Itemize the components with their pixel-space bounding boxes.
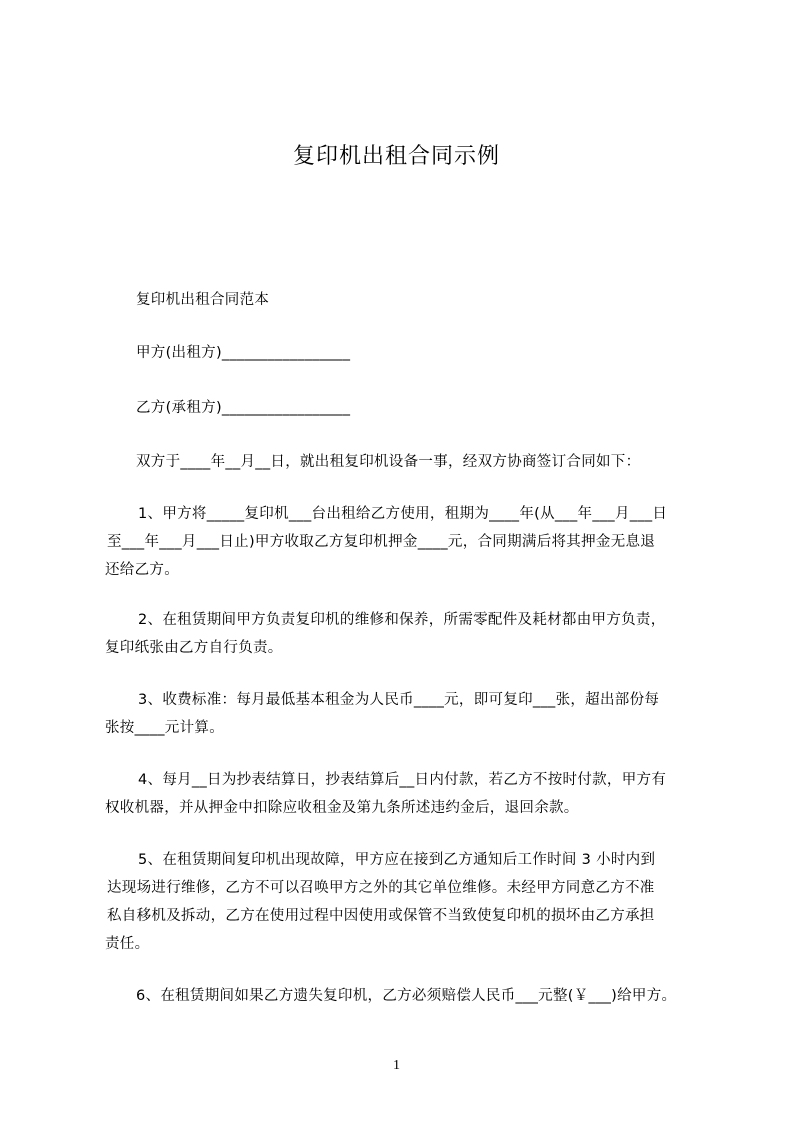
party-a-line: 甲方(出租方)_________________ xyxy=(136,345,351,361)
clause-5-line-4: 责任。 xyxy=(105,936,150,952)
clause-5-line-1: 5、在租赁期间复印机出现故障，甲方应在接到乙方通知后工作时间 3 小时内到 xyxy=(138,852,656,868)
clause-4-line-2: 权收机器，并从押金中扣除应收租金及第九条所述违约金后，退回余款。 xyxy=(105,800,579,816)
clause-5-line-3: 私自移机及拆动，乙方在使用过程中因使用或保管不当致使复印机的损坏由乙方承担 xyxy=(107,908,655,924)
clause-6-line-1: 6、在租赁期间如果乙方遗失复印机，乙方必须赔偿人民币___元整(￥___)给甲方。 xyxy=(136,988,677,1004)
clause-5-line-2: 达现场进行维修，乙方不可以召唤甲方之外的其它单位维修。未经甲方同意乙方不准 xyxy=(107,880,655,896)
intro-paragraph: 双方于____年__月__日，就出租复印机设备一事，经双方协商签订合同如下： xyxy=(136,454,641,470)
clause-2-line-2: 复印纸张由乙方自行负责。 xyxy=(105,640,283,656)
clause-2-line-1: 2、在租赁期间甲方负责复印机的维修和保养，所需零配件及耗材都由甲方负责， xyxy=(138,612,666,628)
clause-1-line-2: 至___年___月___日止)甲方收取乙方复印机押金____元，合同期满后将其押金无息退 xyxy=(107,534,656,550)
party-b-line: 乙方(承租方)_________________ xyxy=(136,400,351,416)
clause-3-line-2: 张按____元计算。 xyxy=(105,720,224,736)
clause-3-line-1: 3、收费标准：每月最低基本租金为人民币____元，即可复印___张，超出部份每 xyxy=(138,692,660,708)
document-heading: 复印机出租合同范本 xyxy=(136,292,270,308)
document-title: 复印机出租合同示例 xyxy=(292,144,500,169)
clause-1-line-1: 1、甲方将_____复印机___台出租给乙方使用，租期为____年(从___年___月___日 xyxy=(138,506,668,522)
clause-1-line-3: 还给乙方。 xyxy=(105,562,179,578)
page-number: 1 xyxy=(393,1058,400,1073)
clause-4-line-1: 4、每月__日为抄表结算日，抄表结算后__日内付款，若乙方不按时付款，甲方有 xyxy=(138,772,667,788)
